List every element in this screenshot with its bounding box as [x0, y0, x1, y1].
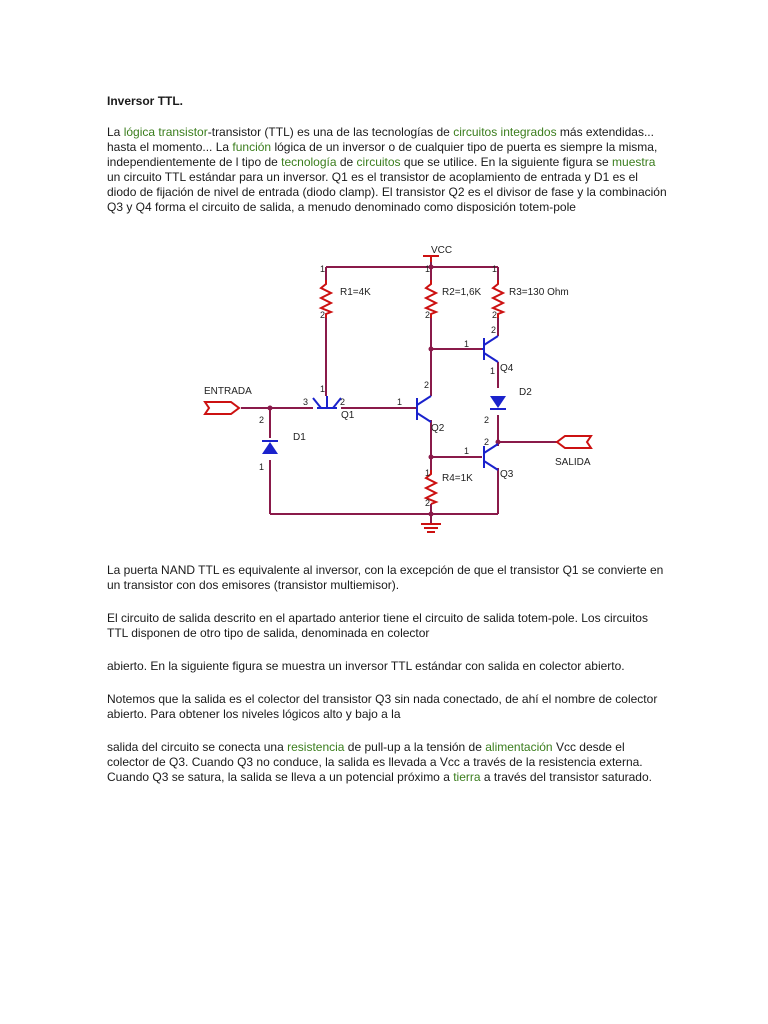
pin-number: 3 [303, 397, 309, 407]
salida-label: SALIDA [555, 457, 591, 468]
inline-link[interactable]: circuitos [356, 155, 401, 169]
text-run: más extendidas... hasta el momento... La [107, 125, 654, 154]
q4-emitter [484, 353, 498, 362]
text-run: de pull-up a la tensión de [344, 740, 486, 754]
pin-number: 2 [425, 498, 431, 508]
inline-link[interactable]: circuitos integrados [453, 125, 557, 139]
text-run: La [107, 125, 124, 139]
pin-number: 2 [259, 415, 265, 425]
intro-paragraph [107, 125, 667, 215]
pin-number: 1 [320, 264, 326, 274]
q4-label: Q4 [500, 363, 514, 374]
inline-link[interactable]: función [232, 140, 272, 154]
totem-pole-paragraph: El circuito de salida descrito en el apartado anterior tiene el circuito de salida totem-pole. Los circuitos TTL disponen de otro tipo de salida, denominada en colector [107, 611, 648, 640]
pin-number: 2 [491, 325, 497, 335]
pin-number: 1 [490, 366, 496, 376]
q4-collector [484, 336, 498, 345]
pin-number: 1 [464, 339, 470, 349]
pin-number: 2 [424, 380, 430, 390]
pin-number: 1 [425, 264, 431, 274]
pin-number: 2 [492, 310, 498, 320]
entrada-connector [205, 402, 239, 414]
d1-label: D1 [293, 432, 306, 443]
junction-dot [268, 406, 273, 411]
inline-link[interactable]: tierra [453, 770, 481, 784]
r1-label: R1=4K [340, 287, 371, 298]
d2-diode [490, 396, 506, 408]
vcc-label: VCC [431, 245, 453, 256]
entrada-label: ENTRADA [204, 386, 252, 397]
pullup-paragraph [107, 740, 667, 785]
junction-dot [429, 455, 434, 460]
inline-link[interactable]: tecnología [281, 155, 337, 169]
salida-connector [557, 436, 591, 448]
pin-number: 1 [464, 446, 470, 456]
junction-dot [429, 347, 434, 352]
ttl-inverter-schematic [195, 238, 615, 543]
r4-label: R4=1K [442, 473, 473, 484]
text-run: de [336, 155, 357, 169]
r2-label: R2=1,6K [442, 287, 482, 298]
q1-emitter [313, 398, 321, 408]
pin-number: 2 [320, 310, 326, 320]
q3-emitter [484, 461, 498, 470]
pin-number: 1 [425, 468, 431, 478]
text-run: a través del transistor saturado. [480, 770, 652, 784]
text-run: lógica de un inversor o de cualquier tipo de puerta es siempre la misma, independientemente de l tipo de [107, 140, 658, 169]
pin-number: 2 [425, 310, 431, 320]
text-run: -transistor (TTL) es una de las tecnologías de [207, 125, 454, 139]
page-title: Inversor TTL. [107, 94, 184, 108]
output-note-paragraph: Notemos que la salida es el colector del transistor Q3 sin nada conectado, de ahí el nombre de colector abierto. Para obtener los niveles lógicos alto y bajo a la [107, 692, 658, 721]
text-run: un circuito TTL estándar para un inversor. Q1 es el transistor de acoplamiento de entrada y D1 es el diodo de fijación de nivel de entrada (diodo clamp). El transistor Q2 es el divisor de fase y la combinación Q3 y Q4 forma el circuito de salida, a menudo denominado como disposición totem-pole [107, 170, 667, 214]
open-collector-paragraph: abierto. En la siguiente figura se muestra un inversor TTL estándar con salida en colector abierto. [107, 659, 625, 673]
pin-number: 1 [397, 397, 403, 407]
q2-emitter [417, 413, 431, 422]
d2-label: D2 [519, 387, 532, 398]
pin-number: 2 [484, 437, 490, 447]
text-run: salida del circuito se conecta una [107, 740, 288, 754]
q2-collector [417, 396, 431, 405]
junction-dot [496, 440, 501, 445]
d1-diode [262, 442, 278, 454]
pin-number: 1 [320, 384, 326, 394]
text-run: Vcc desde el colector de Q3. Cuando Q3 no conduce, la salida es llevada a Vcc a través de la resistencia externa. Cuando Q3 se satura, la salida se lleva a un potencial próximo a [107, 740, 643, 784]
r3-label: R3=130 Ohm [509, 287, 569, 298]
nand-paragraph: La puerta NAND TTL es equivalente al inversor, con la excepción de que el transistor Q1 se convierte en un transistor con dos emisores (transistor multiemisor). [107, 563, 664, 592]
pin-number: 1 [492, 264, 498, 274]
inline-link[interactable]: lógica transistor [123, 125, 208, 139]
q2-label: Q2 [431, 423, 445, 434]
text-run: que se utilice. En la siguiente figura se [400, 155, 613, 169]
pin-number: 1 [259, 462, 265, 472]
inline-link[interactable]: alimentación [485, 740, 553, 754]
inline-link[interactable]: resistencia [287, 740, 345, 754]
q3-label: Q3 [500, 469, 514, 480]
inline-link[interactable]: muestra [612, 155, 656, 169]
pin-number: 2 [484, 415, 490, 425]
q1-label: Q1 [341, 410, 355, 421]
pin-number: 2 [340, 397, 346, 407]
